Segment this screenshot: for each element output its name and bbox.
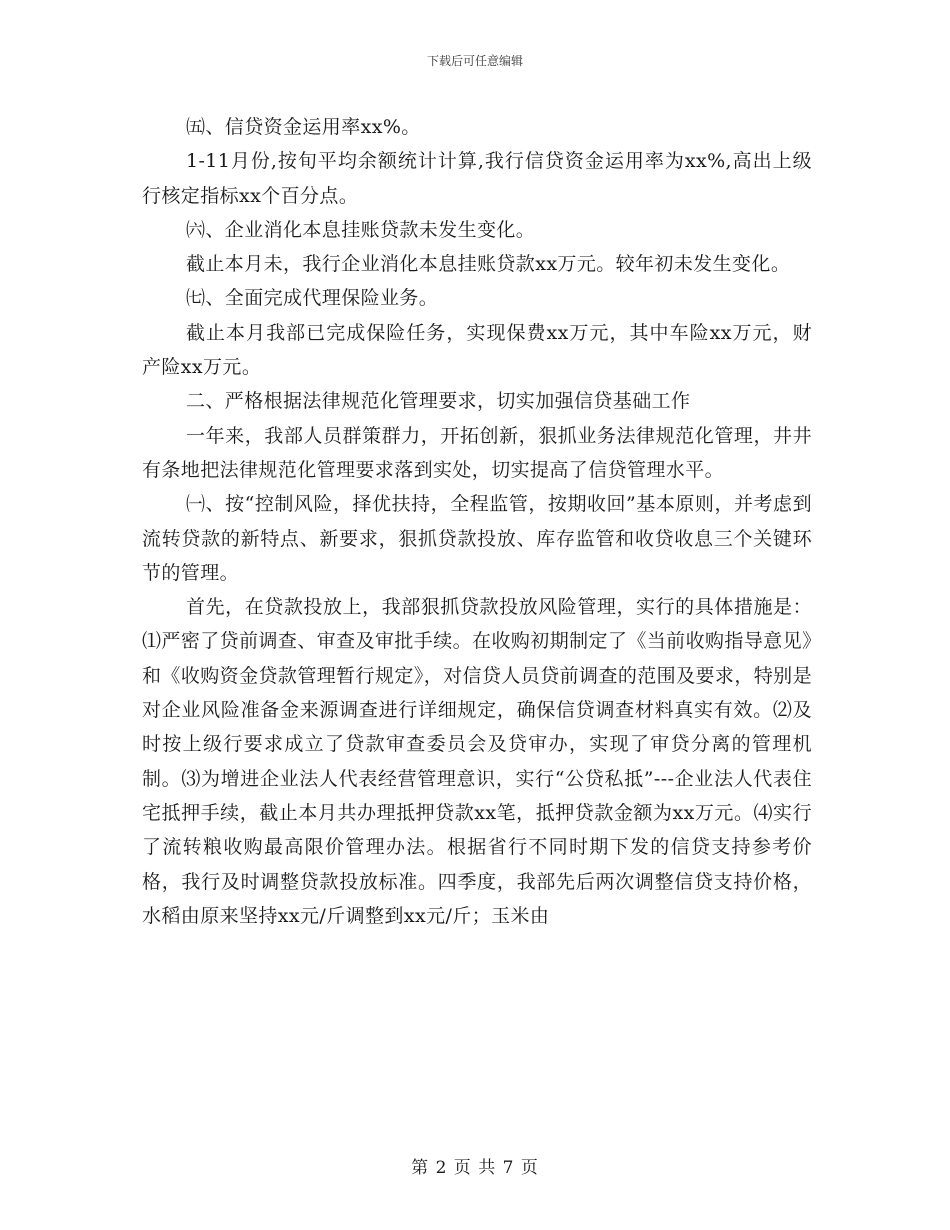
section-heading: 二、严格根据法律规范化管理要求，切实加强信贷基础工作 [186, 390, 691, 413]
page-footer: 第 2 页 共 7 页 [411, 1158, 539, 1178]
paragraph: ㈠、按“控制风险，择优扶持，全程监管，按期收回”基本原则，并考虑到流转贷款的新特点、新要求，狠抓贷款投放、库存监管和收贷收息三个关键环节的管理。 [142, 493, 812, 584]
paragraph: 首先，在贷款投放上，我部狠抓贷款投放风险管理，实行的具体措施是：⑴严密了贷前调查、审查及审批手续。在收购初期制定了《当前收购指导意见》和《收购资金贷款管理暂行规定》，对信贷人员贷前调查的范围及要求，特别是对企业风险准备金来源调查进行详细规定，确保信贷调查材料真实有效。⑵及时按上级行要求成立了贷款审查委员会及贷审办，实现了审贷分离的管理机制。⑶为增进企业法人代表经营管理意识，实行“公贷私抵”---企业法人代表住宅抵押手续，截止本月共办理抵押贷款xx笔，抵押贷款金额为xx万元。⑷实行了流转粮收购最高限价管理办法。根据省行不同时期下发的信贷支持参考价格，我行及时调整贷款投放标准。四季度，我部先后两次调整信贷支持价格，水稻由原来坚持xx元/斤调整到xx元/斤；玉米由 [142, 596, 812, 927]
paragraph: 一年来，我部人员群策群力，开拓创新，狠抓业务法律规范化管理，井井有条地把法律规范化管理要求落到实处，切实提高了信贷管理水平。 [142, 424, 812, 481]
paragraph: 截止本月未，我行企业消化本息挂账贷款xx万元。较年初未发生变化。 [186, 253, 791, 276]
paragraph: ㈥、企业消化本息挂账贷款未发生变化。 [186, 218, 536, 241]
paragraph: ㈦、全面完成代理保险业务。 [186, 287, 439, 310]
paragraph: 1-11月份,按旬平均余额统计计算,我行信贷资金运用率为xx%,高出上级行核定指标xx个百分点。 [142, 150, 812, 207]
document-body [142, 110, 812, 933]
paragraph: 截止本月我部已完成保险任务，实现保费xx万元，其中车险xx万元，财产险xx万元。 [142, 321, 812, 379]
page-header: 下载后可任意编辑 [426, 54, 523, 68]
paragraph: ㈤、信贷资金运用率xx%。 [186, 116, 421, 138]
